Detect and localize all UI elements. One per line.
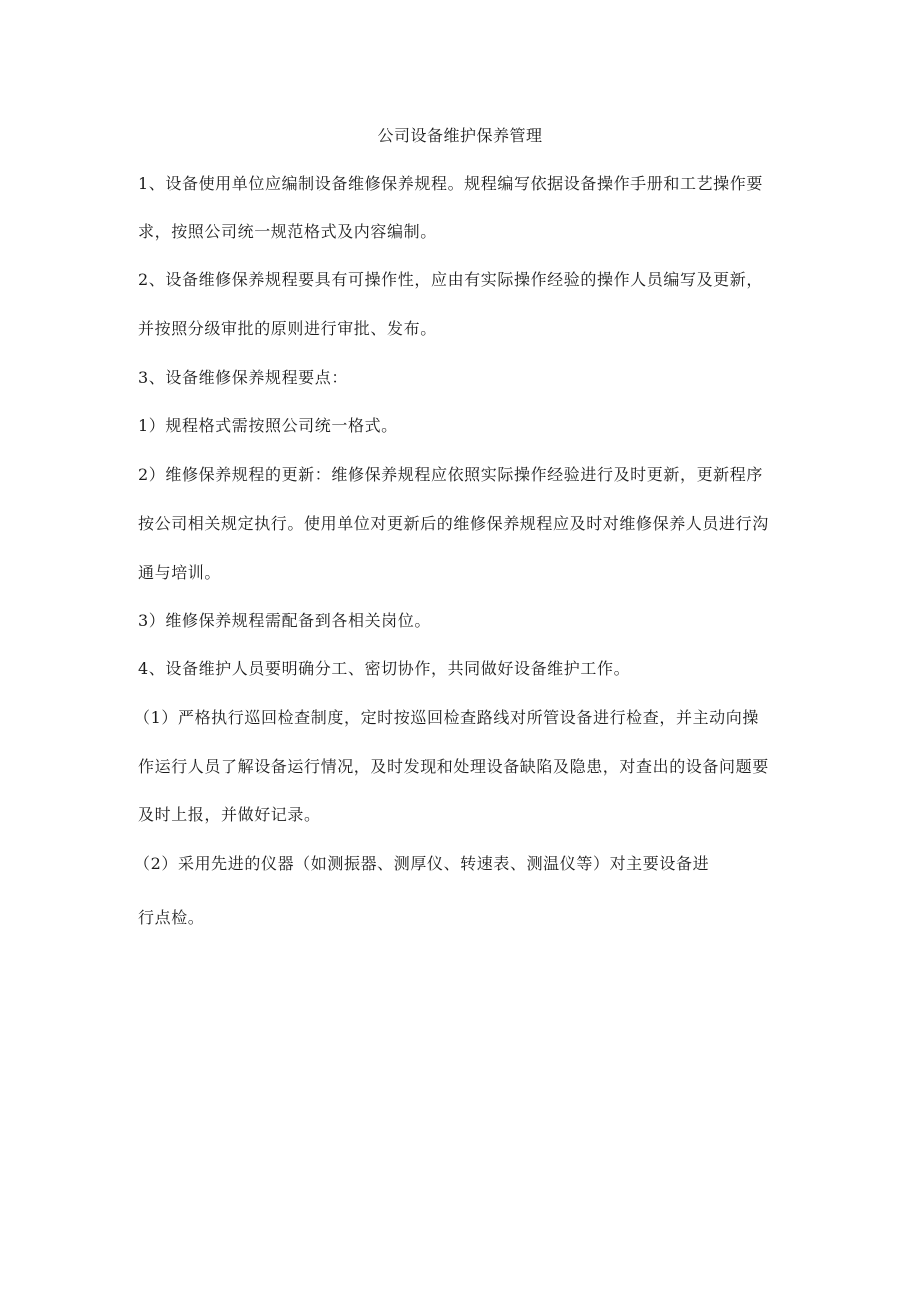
paragraph-line: 按公司相关规定执行。使用单位对更新后的维修保养规程应及时对维修保养人员进行沟	[138, 514, 769, 533]
paragraph-line: 4、设备维护人员要明确分工、密切协作，共同做好设备维护工作。	[138, 659, 631, 678]
paragraph-line: 通与培训。	[138, 563, 222, 582]
paragraph-line: 2）维修保养规程的更新：维修保养规程应依照实际操作经验进行及时更新，更新程序	[138, 465, 763, 484]
paragraph-line: 并按照分级审批的原则进行审批、发布。	[138, 319, 437, 338]
paragraph-line: 行点检。	[138, 908, 205, 927]
paragraph-line: 1、设备使用单位应编制设备维修保养规程。规程编写依据设备操作手册和工艺操作要	[138, 174, 763, 193]
paragraph-line: 2、设备维修保养规程要具有可操作性，应由有实际操作经验的操作人员编写及更新，	[138, 270, 763, 289]
paragraph-line: 及时上报，并做好记录。	[138, 805, 321, 824]
paragraph-line: 3）维修保养规程需配备到各相关岗位。	[138, 611, 431, 630]
paragraph-line: （2）采用先进的仪器（如测振器、测厚仪、转速表、测温仪等）对主要设备进	[134, 854, 710, 873]
paragraph-line: 作运行人员了解设备运行情况，及时发现和处理设备缺陷及隐患，对查出的设备问题要	[138, 757, 769, 776]
paragraph-line: 1）规程格式需按照公司统一格式。	[138, 416, 398, 435]
paragraph-line: 3、设备维修保养规程要点：	[138, 368, 348, 387]
paragraph-line: 求，按照公司统一规范格式及内容编制。	[138, 222, 437, 241]
document-title: 公司设备维护保养管理	[377, 126, 543, 145]
paragraph-line: （1）严格执行巡回检查制度，定时按巡回检查路线对所管设备进行检查，并主动向操	[134, 708, 759, 727]
